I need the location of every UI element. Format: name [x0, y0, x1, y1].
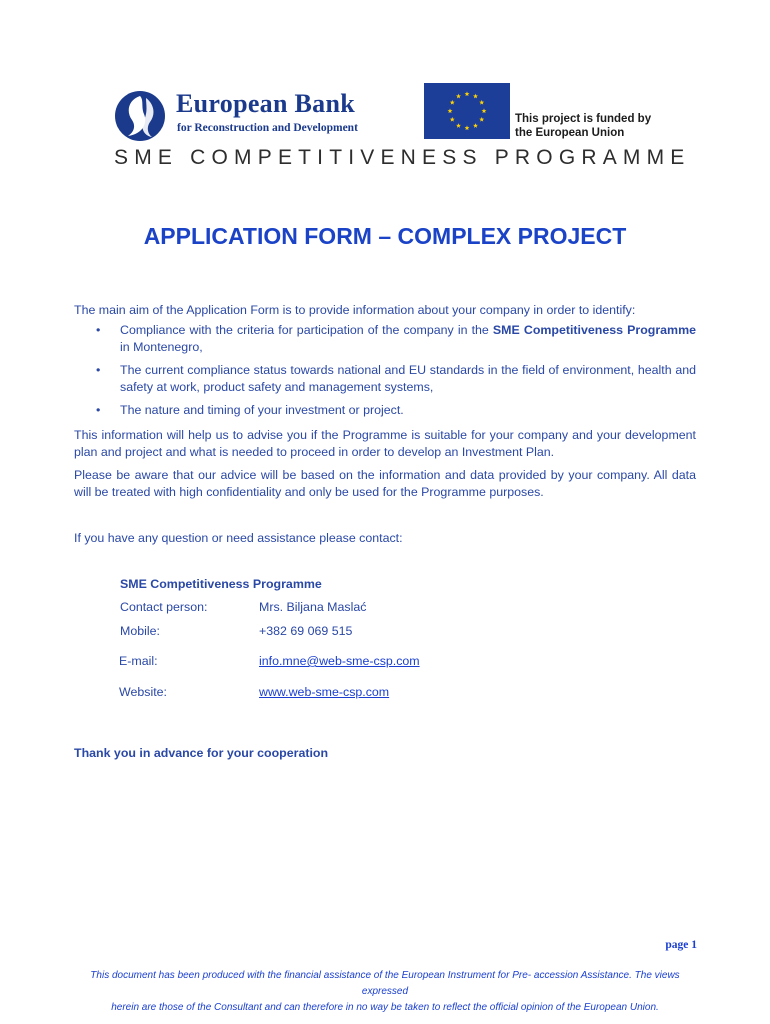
mobile-label: Mobile:: [120, 624, 160, 638]
email-value-cell: [259, 654, 420, 668]
eu-funding-note: [515, 112, 651, 140]
contact-organisation: SME Competitiveness Programme: [120, 577, 322, 591]
intro-paragraph: The main aim of the Application Form is to provide information about your company in order to identify:: [74, 303, 636, 317]
programme-banner: SME COMPETITIVENESS PROGRAMME: [114, 146, 691, 169]
contact-person-label: Contact person:: [120, 600, 208, 614]
eu-funding-line2: the European Union: [515, 127, 625, 139]
email-label: E-mail:: [119, 654, 158, 668]
bullet-text-before: Compliance with the criteria for participation of the company in the: [120, 323, 493, 337]
bullet-text-bold: SME Competitiveness Programme: [492, 323, 696, 337]
eu-flag-icon: [424, 83, 510, 139]
email-link[interactable]: info.mne@web-sme-csp.com: [259, 654, 420, 668]
page-title: APPLICATION FORM – COMPLEX PROJECT: [143, 223, 627, 249]
list-item: [74, 402, 696, 419]
website-value-cell: [259, 685, 389, 699]
thanks-note: Thank you in advance for your cooperation: [74, 746, 329, 760]
website-label: Website:: [119, 685, 167, 699]
bullet-text-after: in Montenegro,: [120, 340, 203, 354]
eu-funding-line1: This project is funded by: [515, 113, 652, 125]
advice-paragraph: This information will help us to advise you if the Programme is suitable for your company and your development plan and project and what is needed to proceed in order to develop an Investment Plan.: [74, 428, 696, 459]
contact-person-value: Mrs. Biljana Maslać: [259, 600, 367, 614]
ebrd-logo: [114, 90, 166, 142]
list-item: [74, 322, 696, 356]
criteria-list: [74, 322, 696, 425]
bullet-icon: •: [96, 363, 101, 377]
mobile-value: +382 69 069 515: [259, 624, 353, 638]
bank-subtitle: for Reconstruction and Development: [177, 122, 358, 134]
bank-name: European Bank: [176, 89, 355, 118]
confidentiality-paragraph: Please be aware that our advice will be based on the information and data provided by your company. All data will be treated with high confidentiality and only be used for the Programme purposes.: [74, 468, 696, 499]
bullet-text-before: The nature and timing of your investment or project.: [120, 403, 404, 417]
bullet-icon: •: [96, 403, 101, 417]
page-number: page 1: [665, 939, 697, 951]
bullet-text-before: The current compliance status towards national and EU standards in the field of environment, health and safety at work, product safety and management systems,: [120, 363, 696, 394]
contact-intro: If you have any question or need assistance please contact:: [74, 531, 403, 545]
bullet-icon: •: [96, 323, 101, 337]
footer-line1: This document has been produced with the financial assistance of the European Instrument for Pre- accession Assistance. The views expressed: [90, 970, 680, 997]
footer-line2: herein are those of the Consultant and can therefore in no way be taken to reflect the official opinion of the European Union.: [111, 1002, 659, 1013]
website-link[interactable]: www.web-sme-csp.com: [259, 685, 390, 699]
list-item: [74, 362, 696, 396]
footer-disclaimer: [70, 968, 700, 1016]
